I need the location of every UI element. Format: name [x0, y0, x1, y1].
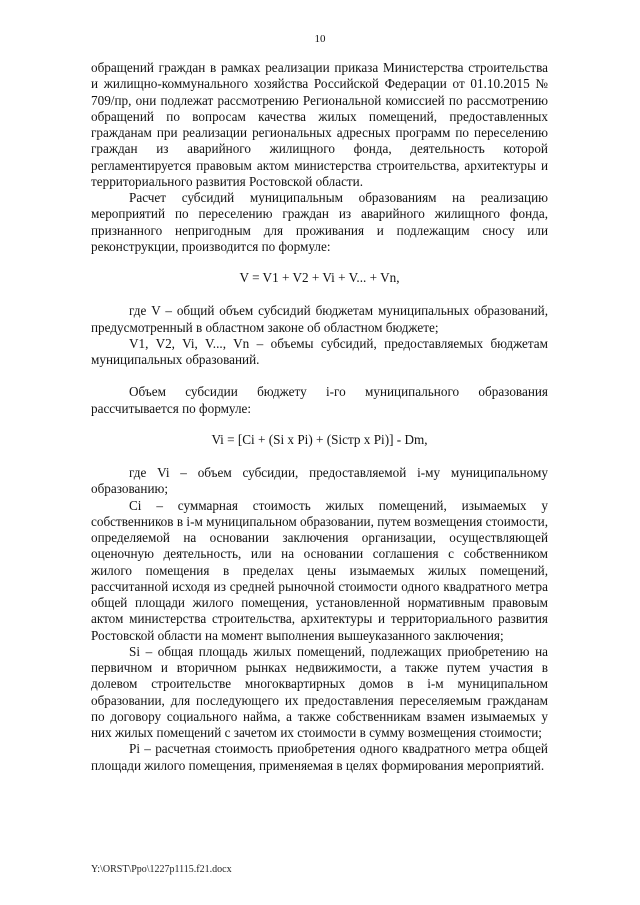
paragraph-si-definition: Si – общая площадь жилых помещений, подлежащих приобретению на первичном и вторичном рынках недвижимости, а также путем участия в долевом строительстве многоквартирных домов в i-м муниципальном образовании, для последующего их предоставления переселяемым гражданам по договору социального найма, а также собственникам взамен изымаемых у них жилых помещений с зачетом их стоимости в сумму возмещения стоимости; — [91, 643, 548, 740]
paragraph-vi-definition: где Vi – объем субсидии, предоставляемой i-му муниципальному образованию; — [91, 465, 548, 497]
formula-total-volume: V = V1 + V2 + Vi + V... + Vn, — [239, 270, 400, 285]
formula-vi: Vi = [Ci + (Si x Pi) + (Siстр x Pi)] - Dm, — [211, 431, 428, 447]
paragraph-v-definition: где V – общий объем субсидий бюджетам муниципальных образований, предусмотренный в областном законе об областном бюджете; — [91, 303, 548, 335]
file-path-footer: Y:\ORST\Ppo\1227p1115.f21.docx — [91, 864, 232, 875]
paragraph-pi-definition: Pi – расчетная стоимость приобретения одного квадратного метра общей площади жилого помещения, применяемая в целях формирования мероприятий. — [91, 741, 548, 773]
paragraph-ci-definition: Ci – суммарная стоимость жилых помещений, изымаемых у собственников в i-м муниципальном образовании, путем возмещения стоимости, определяемой на основании заключения организации, осуществляющей оценочную деятельность, или на основании соглашения с собственником жилого помещения в пределах цены изымаемых жилых помещений, рассчитанной исходя из средней рыночной стоимости одного квадратного метра общей площади жилого помещения, установленной нормативным правовым актом министерства строительства, архитектуры и территориального развития Ростовской области на момент выполнения вышеуказанного заключения; — [91, 497, 548, 643]
paragraph-continuation: обращений граждан в рамках реализации приказа Министерства строительства и жилищно-коммунального хозяйства Российской Федерации от 01.10.2015 № 709/пр, они подлежат рассмотрению Региональной комиссией по рассмотрению обращений по вопросам качества жилых помещений, предоставленных гражданам при реализации региональных адресных программ по переселению граждан из аварийного жилищного фонда, деятельность которой регламентируется правовым актом министерства строительства, архитектуры и территориального развития Ростовской области. — [91, 60, 548, 189]
paragraph-subsidy-calculation: Расчет субсидий муниципальным образованиям на реализацию мероприятий по переселению граждан из аварийного жилищного фонда, признанного непригодным для проживания и подлежащим сносу или реконструкции, производится по формуле: — [91, 190, 548, 254]
paragraph-vi-intro: Объем субсидии бюджету i-го муниципального образования рассчитывается по формуле: — [91, 384, 548, 416]
page-number: 10 — [314, 33, 326, 45]
document-body — [91, 60, 548, 774]
paragraph-v-components: V1, V2, Vi, V..., Vn – объемы субсидий, предоставляемых бюджетам муниципальных образований. — [91, 335, 548, 367]
